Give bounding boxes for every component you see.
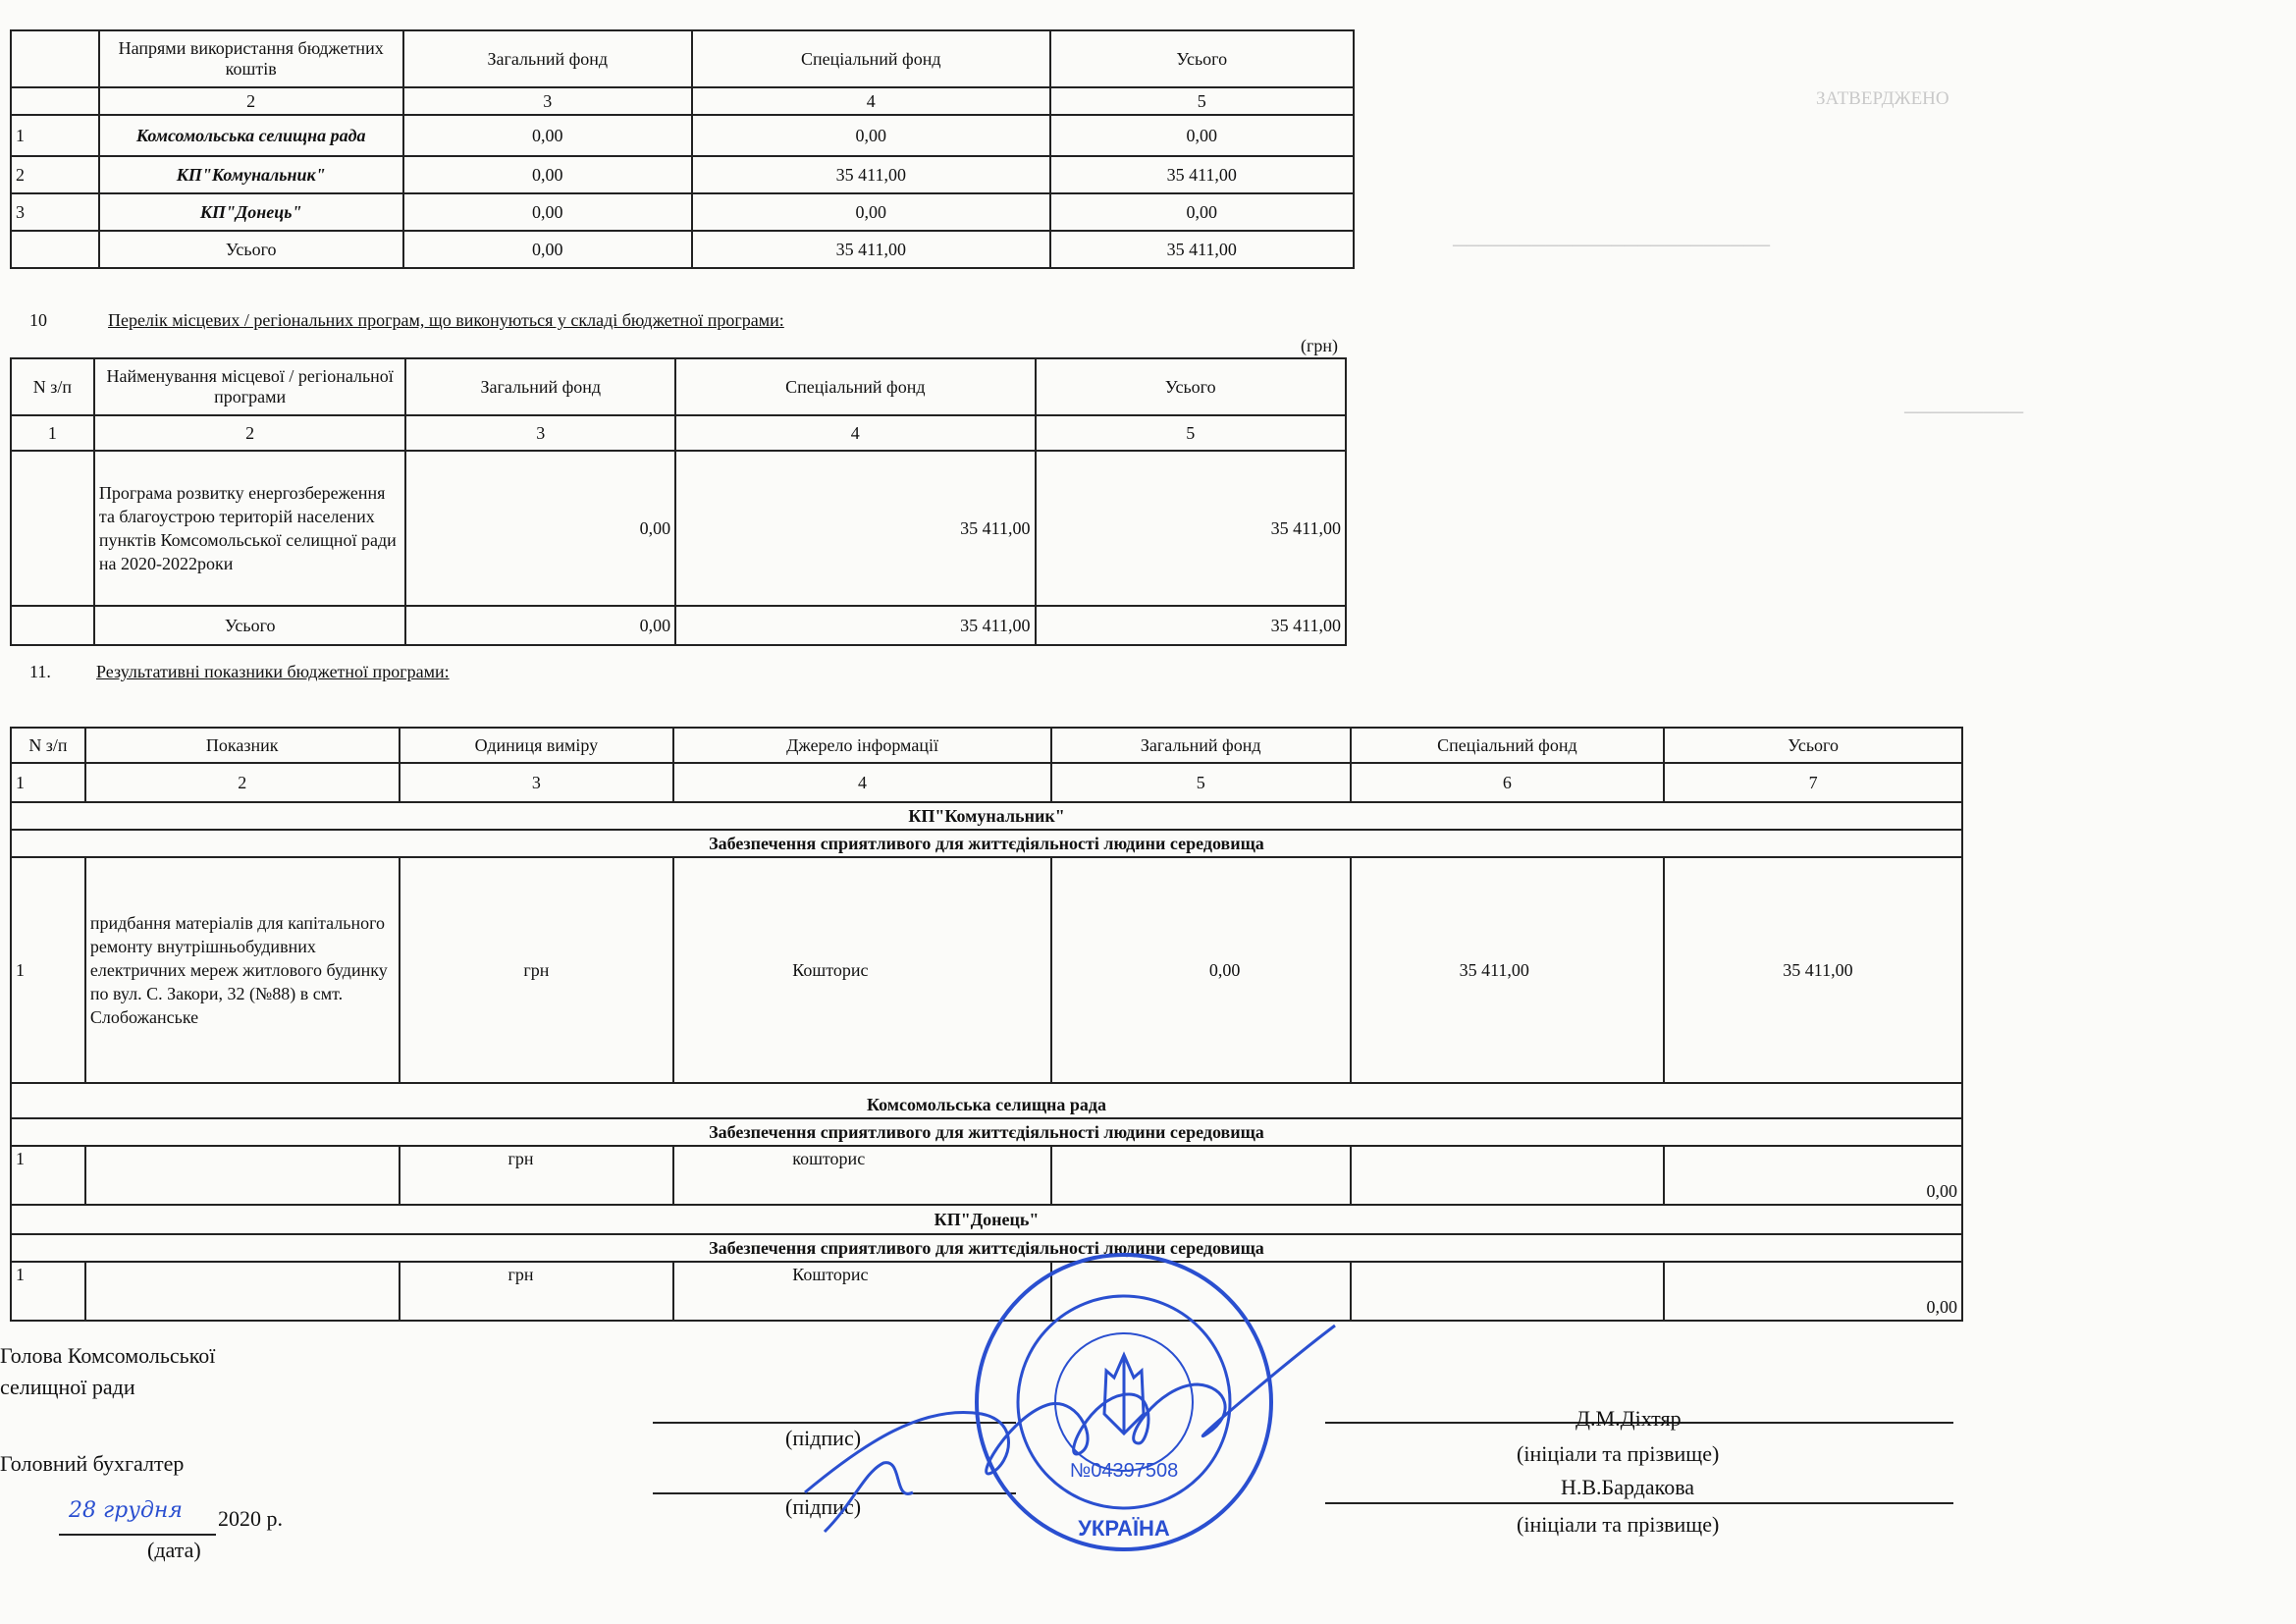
accountant-name: Н.В.Бардакова xyxy=(1561,1475,1695,1499)
row-unit: грн xyxy=(400,1146,674,1205)
index-cell: 1 xyxy=(11,763,85,802)
row-special: 35 411,00 xyxy=(675,451,1035,606)
row-total: 35 411,00 xyxy=(1036,451,1346,606)
date-year: 2020 р. xyxy=(218,1506,283,1531)
section11-title: Результативні показники бюджетної програми: xyxy=(96,662,450,681)
row-general: 0,00 xyxy=(1051,857,1351,1083)
row-unit: грн xyxy=(400,857,674,1083)
header-total: Усього xyxy=(1050,30,1355,87)
total-label: Усього xyxy=(94,606,406,645)
index-cell: 4 xyxy=(675,415,1035,451)
section10-unit: (грн) xyxy=(1301,336,1339,355)
header-general: Загальний фонд xyxy=(405,358,675,415)
total-special: 35 411,00 xyxy=(692,231,1049,268)
header-total: Усього xyxy=(1664,728,1962,763)
header-program: Найменування місцевої / регіональної програми xyxy=(94,358,406,415)
org-row: Комсомольська селищна рада xyxy=(11,1083,1962,1118)
name-line-accountant xyxy=(1325,1502,1953,1504)
performance-indicators-table xyxy=(10,727,1963,1322)
index-cell: 4 xyxy=(673,763,1051,802)
total-special: 35 411,00 xyxy=(675,606,1035,645)
accountant-title: Головний бухгалтер xyxy=(0,1451,185,1476)
date-line xyxy=(59,1534,216,1536)
row-general: 0,00 xyxy=(403,193,693,231)
header-special: Спеціальний фонд xyxy=(1351,728,1665,763)
head-title-line1: Голова Комсомольської xyxy=(0,1343,216,1368)
section10-title: Перелік місцевих / регіональних програм, що виконуються у складі бюджетної програми: xyxy=(108,310,784,330)
head-name: Д.М.Діхтяр xyxy=(1575,1406,1682,1431)
date-handwritten: 28 грудня xyxy=(69,1498,183,1523)
table-total-row xyxy=(11,231,1354,268)
row-total: 0,00 xyxy=(1664,1262,1962,1321)
table-row xyxy=(11,1146,1962,1205)
header-special: Спеціальний фонд xyxy=(692,30,1049,87)
header-total: Усього xyxy=(1036,358,1346,415)
table-row xyxy=(11,451,1346,606)
index-blank xyxy=(11,87,99,115)
goal-row: Забезпечення сприятливого для життєдіяльності людини середовища xyxy=(11,1234,1962,1262)
row-general: 0,00 xyxy=(403,115,693,156)
header-blank xyxy=(11,30,99,87)
row-general: 0,00 xyxy=(403,156,693,193)
header-special: Спеціальний фонд xyxy=(675,358,1035,415)
budget-directions-table xyxy=(10,29,1355,269)
row-special: 0,00 xyxy=(692,193,1049,231)
signature-caption: (підпис) xyxy=(785,1426,862,1450)
row-indicator xyxy=(85,1262,400,1321)
row-special: 0,00 xyxy=(692,115,1049,156)
row-unit: грн xyxy=(400,1262,674,1321)
row-total: 35 411,00 xyxy=(1050,156,1355,193)
table-row xyxy=(11,156,1354,193)
goal-row: Забезпечення сприятливого для життєдіяльності людини середовища xyxy=(11,830,1962,857)
row-general xyxy=(1051,1146,1351,1205)
header-indicator: Показник xyxy=(85,728,400,763)
table-row xyxy=(11,115,1354,156)
row-number xyxy=(11,451,94,606)
goal-row: Забезпечення сприятливого для життєдіяльності людини середовища xyxy=(11,1118,1962,1146)
total-total: 35 411,00 xyxy=(1036,606,1346,645)
index-cell: 2 xyxy=(85,763,400,802)
row-name: КП"Донець" xyxy=(99,193,403,231)
org-row: КП"Донець" xyxy=(11,1205,1962,1234)
total-blank xyxy=(11,231,99,268)
row-source: Кошторис xyxy=(673,1262,1051,1321)
row-special xyxy=(1351,1146,1665,1205)
total-label: Усього xyxy=(99,231,403,268)
row-indicator xyxy=(85,1146,400,1205)
row-special: 35 411,00 xyxy=(1351,857,1665,1083)
index-cell: 5 xyxy=(1051,763,1351,802)
total-general: 0,00 xyxy=(405,606,675,645)
index-cell: 3 xyxy=(403,87,693,115)
name-caption: (ініціали та прізвище) xyxy=(1517,1512,1720,1537)
header-general: Загальний фонд xyxy=(1051,728,1351,763)
index-cell: 5 xyxy=(1036,415,1346,451)
row-number: 1 xyxy=(11,857,85,1083)
head-title-line2: селищної ради xyxy=(0,1375,135,1399)
total-general: 0,00 xyxy=(403,231,693,268)
index-cell: 2 xyxy=(94,415,406,451)
row-number: 1 xyxy=(11,115,99,156)
handwritten-signature-icon xyxy=(785,1296,1394,1551)
table-row xyxy=(11,193,1354,231)
stamp-country: УКРАЇНА xyxy=(1078,1516,1170,1541)
table-total-row xyxy=(11,606,1346,645)
row-total: 0,00 xyxy=(1050,115,1355,156)
index-cell: 4 xyxy=(692,87,1049,115)
index-cell: 5 xyxy=(1050,87,1355,115)
org-row: КП"Комунальник" xyxy=(11,802,1962,830)
row-total: 0,00 xyxy=(1664,1146,1962,1205)
row-source: кошторис xyxy=(673,1146,1051,1205)
total-total: 35 411,00 xyxy=(1050,231,1355,268)
row-source: Кошторис xyxy=(673,857,1051,1083)
section11-number: 11. xyxy=(29,662,51,681)
header-source: Джерело інформації xyxy=(673,728,1051,763)
index-cell: 3 xyxy=(405,415,675,451)
index-cell: 6 xyxy=(1351,763,1665,802)
row-special xyxy=(1351,1262,1665,1321)
header-n: N з/п xyxy=(11,728,85,763)
index-cell: 2 xyxy=(99,87,403,115)
date-caption: (дата) xyxy=(147,1538,201,1562)
row-total: 35 411,00 xyxy=(1664,857,1962,1083)
row-special: 35 411,00 xyxy=(692,156,1049,193)
index-cell: 7 xyxy=(1664,763,1962,802)
row-number: 1 xyxy=(11,1262,85,1321)
name-caption: (ініціали та прізвище) xyxy=(1517,1441,1720,1466)
header-n: N з/п xyxy=(11,358,94,415)
header-general: Загальний фонд xyxy=(403,30,693,87)
table-row xyxy=(11,857,1962,1083)
header-unit: Одиниця виміру xyxy=(400,728,674,763)
row-name: КП"Комунальник" xyxy=(99,156,403,193)
row-number: 3 xyxy=(11,193,99,231)
local-programs-table xyxy=(10,357,1347,646)
section10-number: 10 xyxy=(29,310,47,330)
header-directions: Напрями використання бюджетних коштів xyxy=(99,30,403,87)
row-indicator: придбання матеріалів для капітального ремонту внутрішньобудивних електричних мереж житлового будинку по вул. С. Закори, 32 (№88) в смт. Слобожанське xyxy=(85,857,400,1083)
total-blank xyxy=(11,606,94,645)
row-program-name: Програма розвитку енергозбереження та благоустрою територій населених пунктів Комсомольської селищної ради на 2020-2022роки xyxy=(94,451,406,606)
index-cell: 1 xyxy=(11,415,94,451)
row-general: 0,00 xyxy=(405,451,675,606)
row-total: 0,00 xyxy=(1050,193,1355,231)
row-name: Комсомольська селищна рада xyxy=(99,115,403,156)
index-cell: 3 xyxy=(400,763,674,802)
row-number: 2 xyxy=(11,156,99,193)
stamp-code: №04397508 xyxy=(1069,1460,1179,1482)
signature-caption: (підпис) xyxy=(785,1494,862,1519)
row-number: 1 xyxy=(11,1146,85,1205)
